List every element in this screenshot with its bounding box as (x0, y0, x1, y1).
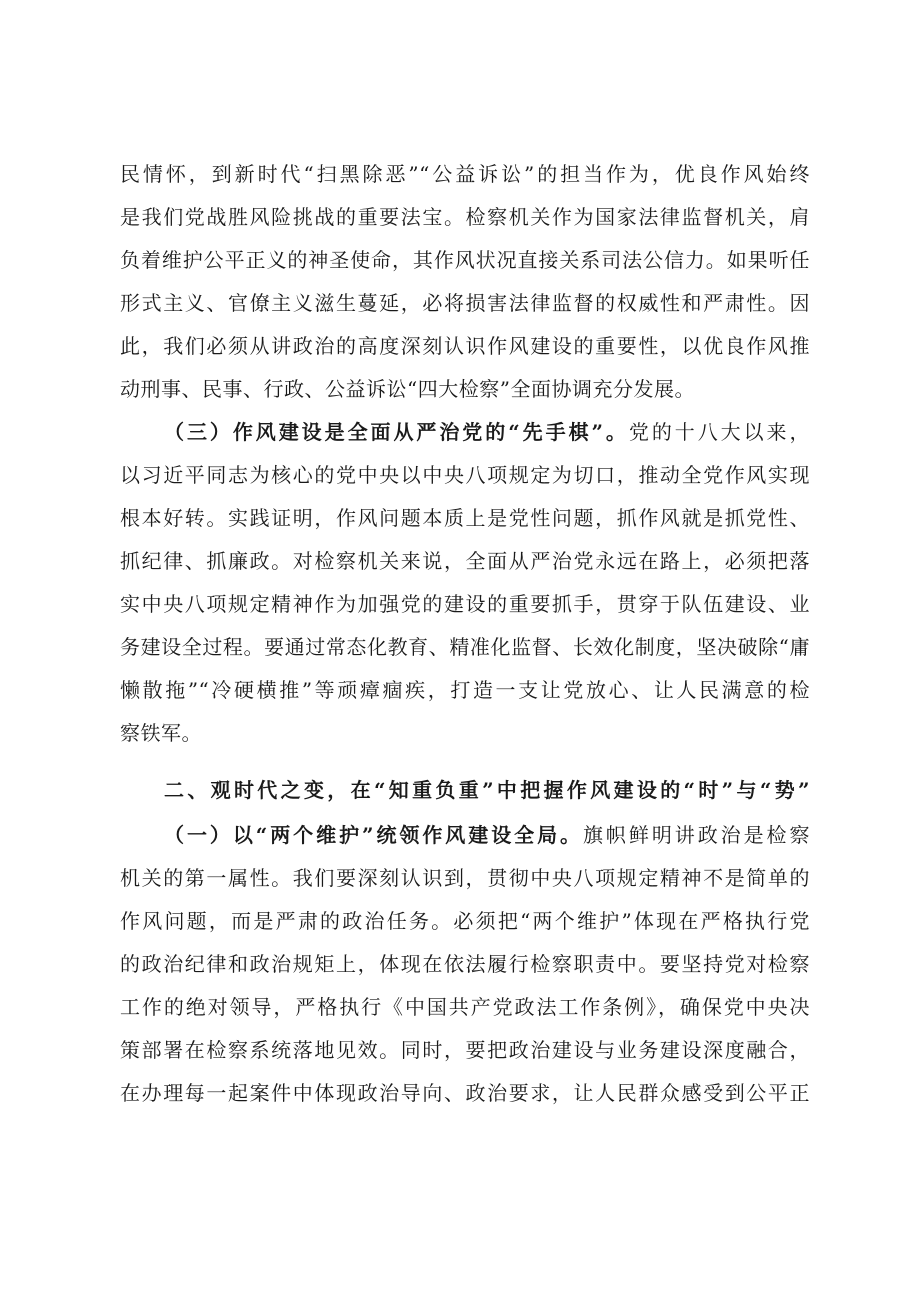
paragraph-line (120, 944, 810, 984)
text-run: 策部署在检察系统落地见效。同时，要把政治建设与业务建设深度融合， (120, 1038, 810, 1062)
text-run: 是我们党战胜风险挑战的重要法宝。检察机关作为国家法律监督机关，肩 (120, 205, 810, 229)
paragraph-line (120, 987, 810, 1027)
paragraph-line (120, 627, 810, 667)
text-run: 党的十八大以来， (628, 420, 810, 444)
paragraph-line (120, 369, 810, 409)
text-run: 作风问题，而是严肃的政治任务。必须把“两个维护”体现在严格执行党 (120, 909, 810, 933)
paragraph-line (120, 1073, 810, 1113)
paragraph-line (120, 197, 810, 237)
paragraph-line (120, 283, 810, 323)
paragraph-line (120, 1030, 810, 1070)
text-run: 务建设全过程。要通过常态化教育、精准化监督、长效化制度，坚决破除“庸 (120, 635, 810, 659)
text-run: 懒散拖”“冷硬横推”等顽瘴痼疾，打造一支让党放心、让人民满意的检 (120, 678, 810, 702)
text-run: 机关的第一属性。我们要深刻认识到，贯彻中央八项规定精神不是简单的 (120, 866, 810, 890)
text-run: 形式主义、官僚主义滋生蔓延，必将损害法律监督的权威性和严肃性。因 (120, 291, 810, 315)
paragraph-line (120, 154, 810, 194)
text-run: 工作的绝对领导，严格执行《中国共产党政法工作条例》，确保党中央决 (120, 995, 810, 1019)
text-run: 实中央八项规定精神作为加强党的建设的重要抓手，贯穿于队伍建设、业 (120, 592, 810, 616)
paragraph-line (164, 815, 810, 855)
text-run: 抓纪律、抓廉政。对检察机关来说，全面从严治党永远在路上，必须把落 (120, 549, 810, 573)
paragraph-line (120, 455, 810, 495)
section-heading-1: （一）以“两个维护”统领作风建设全局。 (164, 823, 583, 847)
paragraph-line (120, 713, 810, 753)
paragraph-line (120, 670, 810, 710)
paragraph-line (120, 240, 810, 280)
text-run: 根本好转。实践证明，作风问题本质上是党性问题，抓作风就是抓党性、 (120, 506, 810, 530)
text-run: 此，我们必须从讲政治的高度深刻认识作风建设的重要性，以优良作风推 (120, 334, 810, 358)
text-run: 负着维护公平正义的神圣使命，其作风状况直接关系司法公信力。如果听任 (120, 248, 810, 272)
paragraph-line (120, 326, 810, 366)
paragraph-line (164, 412, 810, 452)
text-run: 以习近平同志为核心的党中央以中央八项规定为切口，推动全党作风实现 (120, 463, 810, 487)
paragraph-line (120, 541, 810, 581)
paragraph-line (120, 584, 810, 624)
text-run: 旗帜鲜明讲政治是检察 (582, 823, 810, 847)
section-heading-2 (164, 770, 810, 810)
text-run: 动刑事、民事、行政、公益诉讼“四大检察”全面协调充分发展。 (120, 377, 695, 401)
paragraph-line (120, 901, 810, 941)
section-heading-3: （三）作风建设是全面从严治党的“先手棋”。 (164, 420, 629, 444)
text-run: 的政治纪律和政治规矩上，体现在依法履行检察职责中。要坚持党对检察 (120, 952, 810, 976)
heading-text: 二、观时代之变，在“知重负重”中把握作风建设的“时”与“势” (164, 778, 810, 802)
text-run: 民情怀，到新时代“扫黑除恶”“公益诉讼”的担当作为，优良作风始终 (120, 162, 810, 186)
text-run: 在办理每一起案件中体现政治导向、政治要求，让人民群众感受到公平正 (120, 1081, 810, 1105)
paragraph-line (120, 858, 810, 898)
paragraph-line (120, 498, 810, 538)
text-run: 察铁军。 (120, 721, 202, 745)
